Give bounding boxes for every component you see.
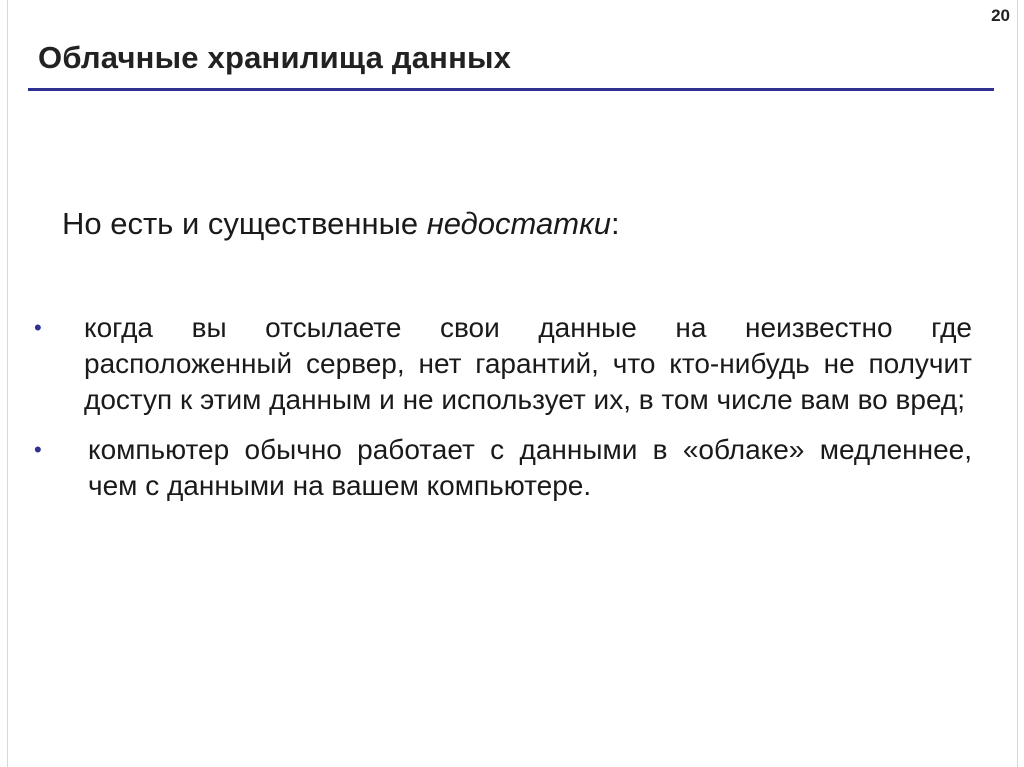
bullet-marker: •	[34, 315, 42, 340]
bullet-text: когда вы отсылаете свои данные на неизвестно где расположенный сервер, нет гарантий, что кто-нибудь не получит доступ к этим данным и не использует их, в том числе вам во вред;	[84, 312, 972, 415]
intro-text	[62, 206, 620, 242]
bullet-item	[34, 310, 984, 418]
intro-emphasis: недостатки	[426, 206, 611, 241]
bullet-item	[34, 432, 984, 504]
intro-before: Но есть и существенные	[62, 206, 427, 241]
bullet-list	[34, 310, 984, 504]
page-number: 20	[991, 6, 1010, 25]
intro-after: :	[610, 206, 620, 241]
bullet-text: компьютер обычно работает с данными в «облаке» медленнее, чем с данными на вашем компьютере.	[88, 434, 972, 501]
slide-title: Облачные хранилища данных	[38, 40, 512, 75]
title-underline	[28, 88, 994, 91]
bullet-marker: •	[34, 437, 42, 462]
